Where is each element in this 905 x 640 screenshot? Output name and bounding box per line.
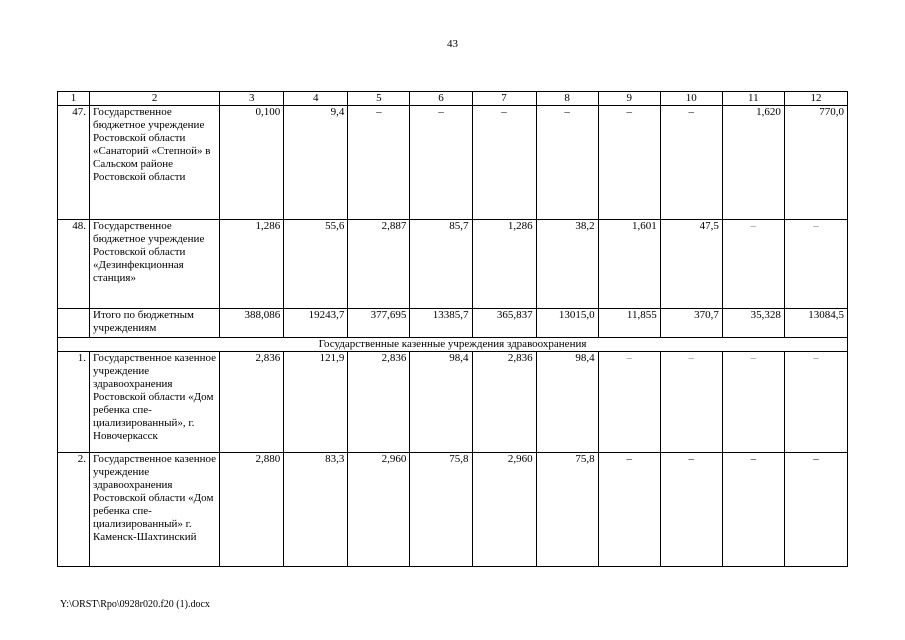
page-number: 43 <box>447 38 458 50</box>
institution-name: Государственное бюджетное учреждение Ростовской области «Дезинфекционная станция» <box>90 220 220 309</box>
value-cell: 377,695 <box>348 309 410 338</box>
total-row <box>58 309 848 338</box>
header-cell: 4 <box>284 92 348 106</box>
value-cell: – <box>598 453 660 567</box>
value-cell: 75,8 <box>536 453 598 567</box>
value-cell: 365,837 <box>472 309 536 338</box>
value-cell: 98,4 <box>410 352 472 453</box>
value-cell: – <box>598 352 660 453</box>
header-cell: 12 <box>784 92 847 106</box>
header-cell: 3 <box>220 92 284 106</box>
header-cell: 5 <box>348 92 410 106</box>
value-cell: – <box>784 220 847 309</box>
row-number: 1. <box>58 352 90 453</box>
row-number: 48. <box>58 220 90 309</box>
value-cell: – <box>660 352 722 453</box>
value-cell: 1,601 <box>598 220 660 309</box>
institution-name: Государственное казенное учреждение здравоохранения Ростовской области «Дом ребенка спе-циализированный», г. Новочеркасск <box>90 352 220 453</box>
value-cell: 83,3 <box>284 453 348 567</box>
value-cell: 121,9 <box>284 352 348 453</box>
data-table <box>57 91 848 567</box>
value-cell: – <box>536 106 598 220</box>
value-cell: 13385,7 <box>410 309 472 338</box>
section-title: Государственные казенные учреждения здравоохранения <box>58 338 848 352</box>
value-cell: 1,286 <box>220 220 284 309</box>
value-cell: 1,620 <box>722 106 784 220</box>
value-cell: 13015,0 <box>536 309 598 338</box>
header-cell: 8 <box>536 92 598 106</box>
institution-name: Государственное казенное учреждение здравоохранения Ростовской области «Дом ребенка спе-циализированный» г. Каменск-Шахтинский <box>90 453 220 567</box>
value-cell: 13084,5 <box>784 309 847 338</box>
table-row <box>58 352 848 453</box>
value-cell: – <box>722 352 784 453</box>
value-cell: – <box>784 352 847 453</box>
value-cell: 2,836 <box>348 352 410 453</box>
table-row <box>58 106 848 220</box>
value-cell: 388,086 <box>220 309 284 338</box>
value-cell: – <box>410 106 472 220</box>
table-row <box>58 453 848 567</box>
value-cell: – <box>722 453 784 567</box>
value-cell: 19243,7 <box>284 309 348 338</box>
value-cell: 85,7 <box>410 220 472 309</box>
institution-name: Государственное бюджетное учреждение Ростовской области «Санаторий «Степной» в Сальском районе Ростовской области <box>90 106 220 220</box>
value-cell: 2,960 <box>348 453 410 567</box>
header-cell: 10 <box>660 92 722 106</box>
value-cell: – <box>660 106 722 220</box>
value-cell: 770,0 <box>784 106 847 220</box>
header-cell: 11 <box>722 92 784 106</box>
file-path-footer: Y:\ORST\Rpo\0928r020.f20 (1).docx <box>60 599 210 610</box>
row-number: 2. <box>58 453 90 567</box>
value-cell: 2,887 <box>348 220 410 309</box>
value-cell: – <box>660 453 722 567</box>
value-cell: 75,8 <box>410 453 472 567</box>
value-cell: 98,4 <box>536 352 598 453</box>
value-cell: 11,855 <box>598 309 660 338</box>
value-cell: – <box>348 106 410 220</box>
value-cell: 2,836 <box>472 352 536 453</box>
row-number <box>58 309 90 338</box>
value-cell: – <box>598 106 660 220</box>
value-cell: 35,328 <box>722 309 784 338</box>
value-cell: 2,836 <box>220 352 284 453</box>
section-row <box>58 338 848 352</box>
value-cell: 47,5 <box>660 220 722 309</box>
value-cell: 55,6 <box>284 220 348 309</box>
value-cell: 0,100 <box>220 106 284 220</box>
row-number: 47. <box>58 106 90 220</box>
header-cell: 1 <box>58 92 90 106</box>
table-row <box>58 220 848 309</box>
value-cell: – <box>472 106 536 220</box>
value-cell: – <box>722 220 784 309</box>
header-cell: 6 <box>410 92 472 106</box>
header-cell: 9 <box>598 92 660 106</box>
column-number-row <box>58 92 848 106</box>
value-cell: 370,7 <box>660 309 722 338</box>
value-cell: 2,960 <box>472 453 536 567</box>
value-cell: 2,880 <box>220 453 284 567</box>
header-cell: 7 <box>472 92 536 106</box>
value-cell: 9,4 <box>284 106 348 220</box>
value-cell: 1,286 <box>472 220 536 309</box>
value-cell: – <box>784 453 847 567</box>
total-label: Итого по бюджетным учреждениям <box>90 309 220 338</box>
value-cell: 38,2 <box>536 220 598 309</box>
header-cell: 2 <box>90 92 220 106</box>
